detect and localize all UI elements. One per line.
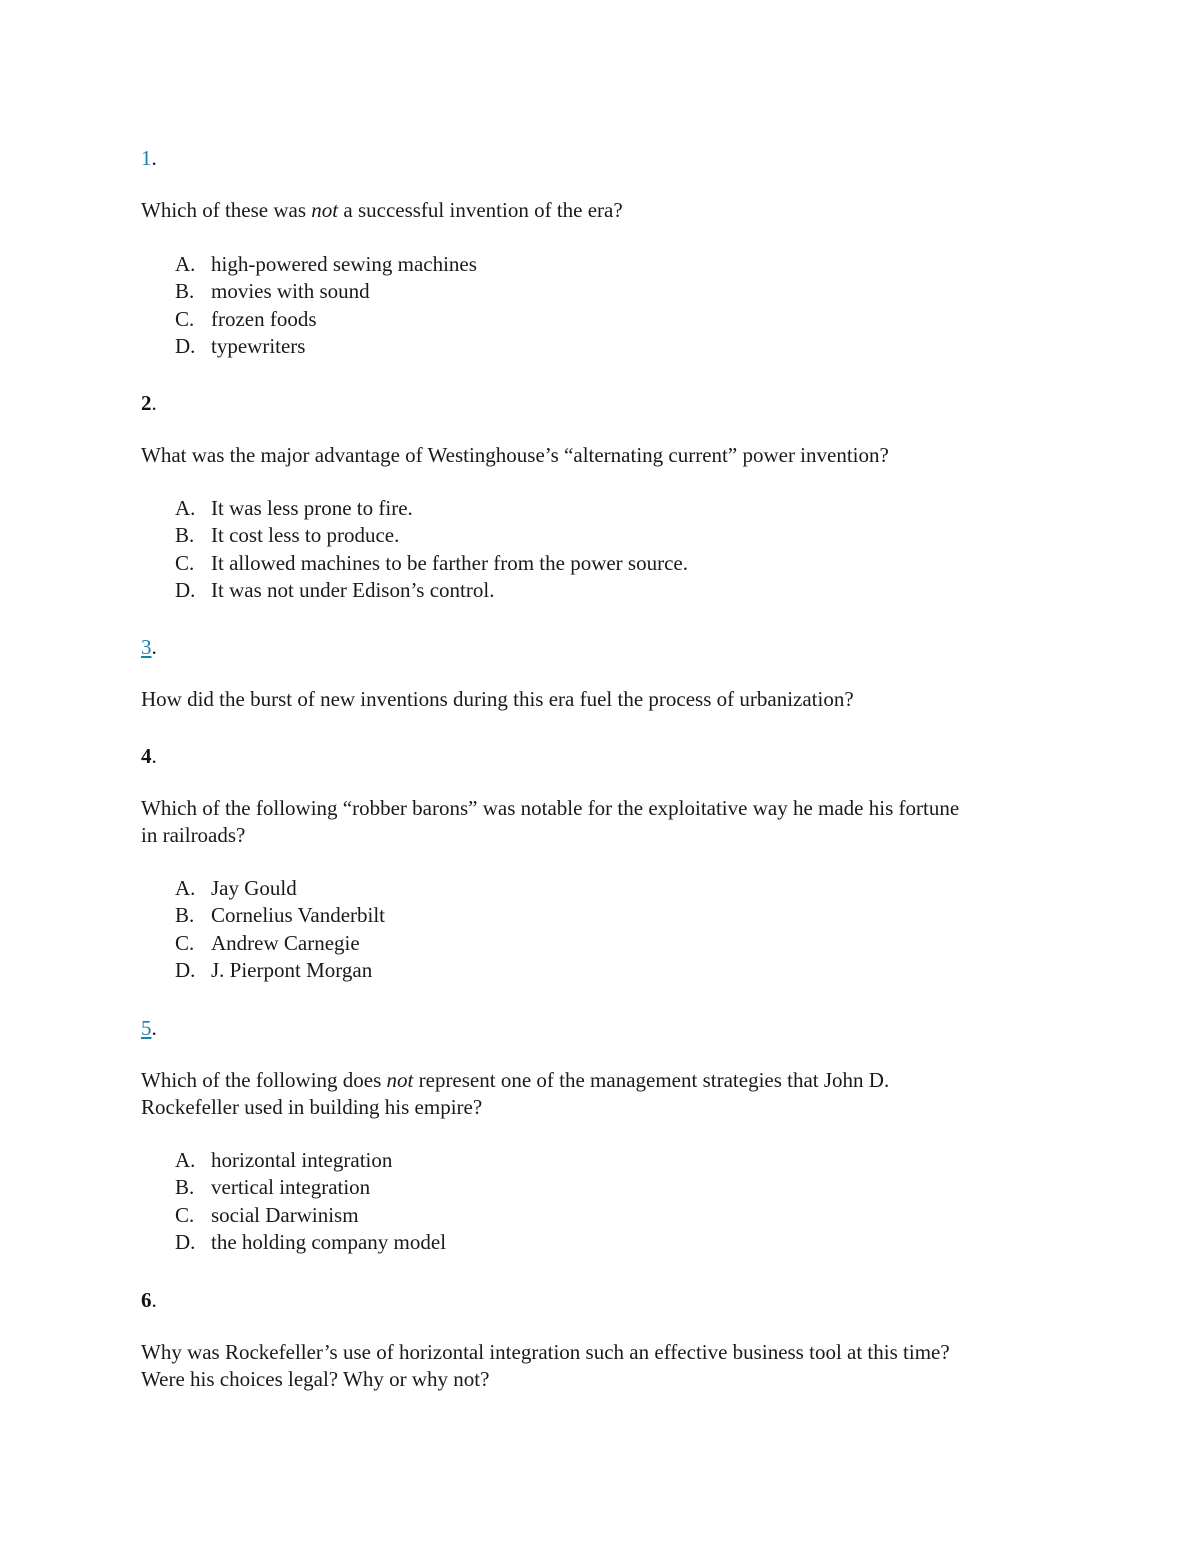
option-a: A. Jay Gould — [175, 876, 297, 900]
option-d: D. typewriters — [175, 333, 306, 358]
emphasis-not: not — [311, 198, 339, 222]
option-a: A. horizontal integration — [175, 1148, 393, 1172]
question-6 — [141, 1287, 1071, 1391]
answer-options — [175, 1147, 446, 1256]
question-text: Why was Rockefeller’s use of horizontal integration such an effective business tool at this time? Were his choices legal? Why or why not? — [141, 1340, 950, 1391]
question-text: How did the burst of new inventions during this era fuel the process of urbanization? — [141, 687, 854, 711]
question-number-link[interactable]: 3 — [141, 635, 152, 659]
option-b: B. movies with sound — [175, 279, 370, 304]
question-3 — [141, 634, 1071, 711]
option-c: C. social Darwinism — [175, 1202, 359, 1227]
option-a: A. high-powered sewing machines — [175, 252, 477, 276]
question-5 — [141, 1015, 1071, 1254]
emphasis-not: not — [386, 1068, 414, 1092]
option-b: B. vertical integration — [175, 1175, 371, 1200]
question-number-link[interactable]: 1 — [141, 146, 152, 170]
option-d: D. It was not under Edison’s control. — [175, 577, 495, 602]
question-number: 5. — [141, 1016, 157, 1040]
question-number: 6. — [141, 1288, 157, 1312]
option-c: C. frozen foods — [175, 306, 317, 331]
answer-options — [175, 875, 385, 984]
question-1 — [141, 145, 1071, 358]
option-b: B. It cost less to produce. — [175, 523, 400, 548]
question-4 — [141, 743, 1071, 982]
option-b: B. Cornelius Vanderbilt — [175, 903, 386, 928]
question-text: Which of these was not a successful invention of the era? — [141, 198, 623, 222]
option-a: A. It was less prone to fire. — [175, 496, 413, 520]
question-number: 3. — [141, 635, 157, 659]
question-text: Which of the following “robber barons” was notable for the exploitative way he made his fortune in railroads? — [141, 796, 960, 847]
question-text: What was the major advantage of Westinghouse’s “alternating current” power invention? — [141, 443, 889, 467]
option-d: D. the holding company model — [175, 1229, 447, 1254]
question-number: 1. — [141, 146, 157, 170]
option-c: C. Andrew Carnegie — [175, 930, 360, 955]
answer-options — [175, 251, 477, 360]
question-text: Which of the following does not represent one of the management strategies that John D. Rockefeller used in building his empire? — [141, 1068, 890, 1119]
answer-options — [175, 495, 688, 604]
option-c: C. It allowed machines to be farther from the power source. — [175, 550, 688, 575]
option-d: D. J. Pierpont Morgan — [175, 957, 373, 982]
question-2 — [141, 390, 1071, 602]
question-number-link[interactable]: 5 — [141, 1016, 152, 1040]
question-number: 4. — [141, 744, 157, 768]
question-number: 2. — [141, 391, 157, 415]
